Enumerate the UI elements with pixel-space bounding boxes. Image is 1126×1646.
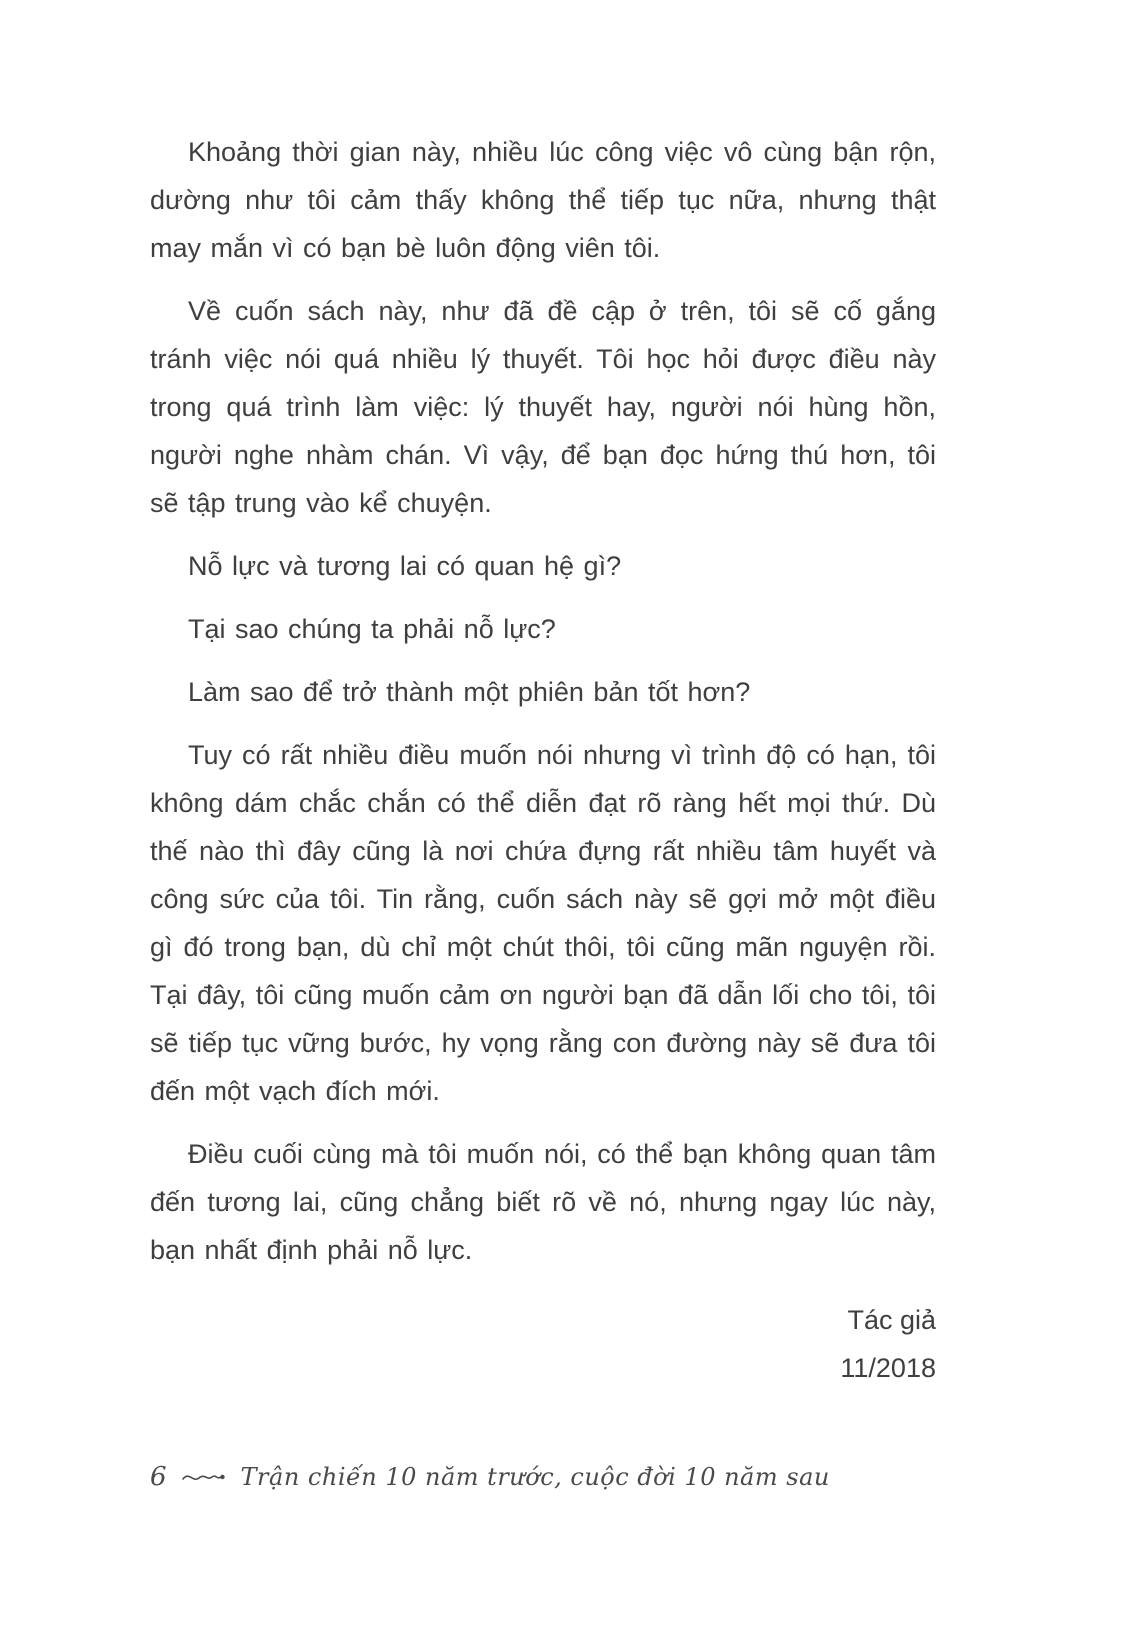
paragraph-question: Nỗ lực và tương lai có quan hệ gì? xyxy=(188,551,622,581)
paragraph-question: Tại sao chúng ta phải nỗ lực? xyxy=(188,614,556,644)
paragraph: Khoảng thời gian này, nhiều lúc công việc vô cùng bận rộn, dường như tôi cảm thấy không thể tiếp tục nữa, nhưng thật may mắn vì có bạn bè luôn động viên tôi. xyxy=(150,137,936,263)
flourish-icon xyxy=(181,1467,227,1487)
paragraph: Điều cuối cùng mà tôi muốn nói, có thể bạn không quan tâm đến tương lai, cũng chẳng biết rõ về nó, nhưng ngay lúc này, bạn nhất định phải nỗ lực. xyxy=(150,1139,936,1265)
paragraph: Tuy có rất nhiều điều muốn nói nhưng vì trình độ có hạn, tôi không dám chắc chắn có thể diễn đạt rõ ràng hết mọi thứ. Dù thế nào thì đây cũng là nơi chứa đựng rất nhiều tâm huyết và công sức của tôi. Tin rằng, cuốn sách này sẽ gợi mở một điều gì đó trong bạn, dù chỉ một chút thôi, tôi cũng mãn nguyện rồi. Tại đây, tôi cũng muốn cảm ơn người bạn đã dẫn lối cho tôi, tôi sẽ tiếp tục vững bước, hy vọng rằng con đường này sẽ đưa tôi đến một vạch đích mới. xyxy=(150,740,936,1106)
paragraph-question: Làm sao để trở thành một phiên bản tốt hơn? xyxy=(188,677,751,707)
page-footer xyxy=(150,1462,830,1492)
page-number: 6 xyxy=(150,1462,167,1492)
signature-date: 11/2018 xyxy=(840,1353,936,1383)
signature-author: Tác giả xyxy=(847,1305,936,1335)
running-title: Trận chiến 10 năm trước, cuộc đời 10 năm sau xyxy=(240,1463,830,1491)
signature-block xyxy=(150,1296,936,1392)
paragraph: Về cuốn sách này, như đã đề cập ở trên, tôi sẽ cố gắng tránh việc nói quá nhiều lý thuyết. Tôi học hỏi được điều này trong quá trình làm việc: lý thuyết hay, người nói hùng hồn, người nghe nhàm chán. Vì vậy, để bạn đọc hứng thú hơn, tôi sẽ tập trung vào kể chuyện. xyxy=(150,296,936,518)
page-content xyxy=(150,128,936,1392)
